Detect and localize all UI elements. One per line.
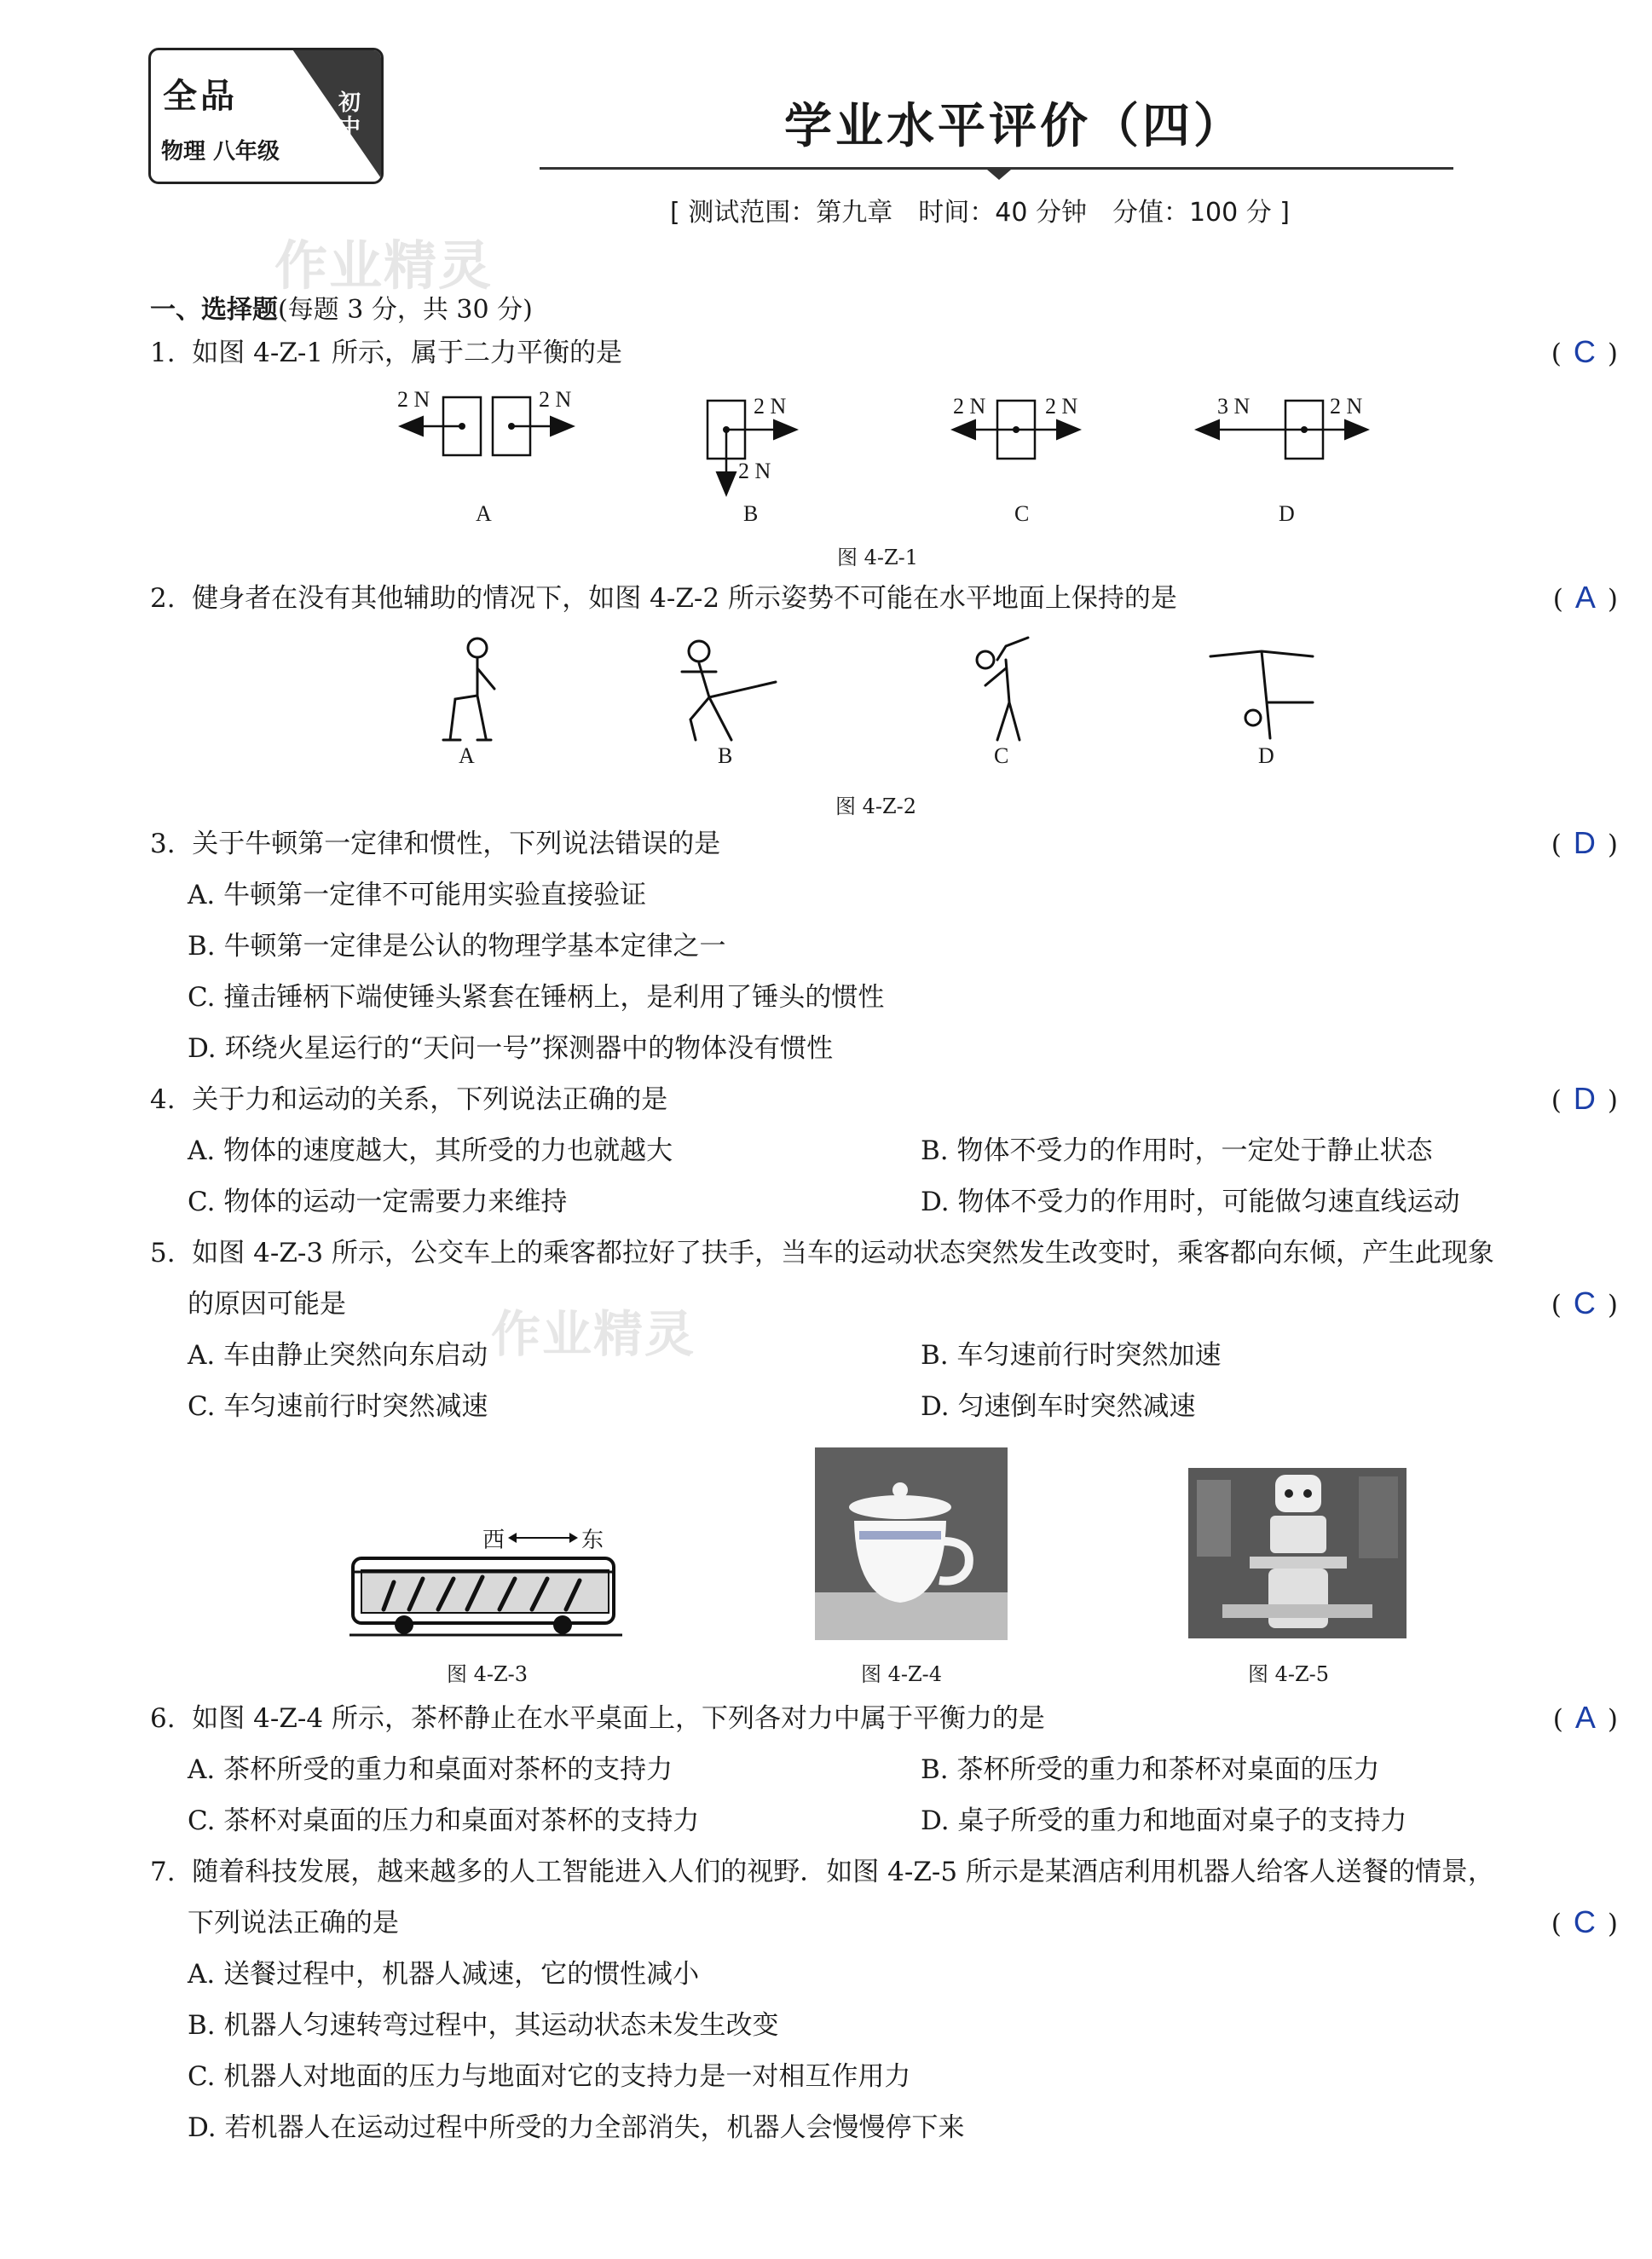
watermark: 作业精灵: [491, 1305, 696, 1363]
answer-letter: C: [1573, 334, 1596, 369]
option-b: B. 牛顿第一定律是公认的物理学基本定律之一: [188, 931, 726, 962]
option-d: D. 匀速倒车时突然减速: [921, 1391, 1196, 1422]
question-number: 1.: [150, 338, 176, 368]
question-number: 5.: [150, 1238, 176, 1268]
answer-letter: D: [1573, 825, 1596, 860]
option-c: C. 机器人对地面的压力与地面对它的支持力是一对相互作用力: [188, 2061, 911, 2092]
option-label: A: [459, 743, 475, 768]
answer-letter: C: [1573, 1904, 1596, 1939]
option-b: B. 车匀速前行时突然加速: [921, 1340, 1222, 1371]
question-6: [150, 1703, 1045, 1735]
question-7: [150, 1857, 1494, 1888]
option-d: D. 桌子所受的重力和地面对桌子的支持力: [921, 1805, 1407, 1836]
robot-photo: [1188, 1468, 1407, 1638]
subject-grade: 物理 八年级: [161, 139, 280, 165]
option-label: C: [1014, 501, 1030, 526]
answer-1: ( C ): [1551, 334, 1618, 369]
option-label: A: [476, 501, 492, 526]
option-b: B. 茶杯所受的重力和茶杯对桌面的压力: [921, 1754, 1380, 1785]
figure-caption: 图 4-Z-2: [835, 794, 917, 818]
badge-triangle-icon: [282, 48, 384, 183]
figure-caption: 图 4-Z-4: [861, 1662, 943, 1686]
option-label: C: [994, 743, 1009, 768]
question-2: [150, 583, 1177, 615]
force-label: 2 N: [1330, 394, 1363, 419]
question-number: 6.: [150, 1703, 176, 1734]
force-label: 2 N: [539, 387, 572, 412]
force-label: 2 N: [1045, 394, 1078, 419]
option-label: B: [743, 501, 759, 526]
question-text: 随着科技发展，越来越多的人工智能进入人们的视野．如图 4-Z-5 所示是某酒店利用机器人给客人送餐的情景，: [192, 1857, 1494, 1887]
question-5: [150, 1238, 1494, 1269]
answer-letter: C: [1573, 1285, 1596, 1320]
answer-letter: D: [1573, 1081, 1596, 1116]
bus-illustration: [349, 1553, 622, 1640]
option-c: C. 物体的运动一定需要力来维持: [188, 1187, 568, 1217]
pose-d: [1210, 651, 1313, 738]
page-title: 学业水平评价（四）: [784, 99, 1245, 154]
force-label: 2 N: [953, 394, 986, 419]
option-c: C. 车匀速前行时突然减速: [188, 1391, 488, 1422]
option-c: C. 撞击锤柄下端使锤头紧套在锤柄上，是利用了锤头的惯性: [188, 982, 885, 1013]
question-1: [150, 338, 622, 369]
option-label: B: [718, 743, 733, 768]
figure-4-z-1: [367, 382, 1424, 535]
question-text: 健身者在没有其他辅助的情况下，如图 4-Z-2 所示姿势不可能在水平地面上保持的是: [192, 583, 1177, 614]
option-d: D. 物体不受力的作用时，可能做匀速直线运动: [921, 1187, 1460, 1217]
option-b: B. 物体不受力的作用时，一定处于静止状态: [921, 1135, 1433, 1166]
option-d: D. 环绕火星运行的“天问一号”探测器中的物体没有惯性: [188, 1033, 834, 1064]
force-label: 2 N: [738, 459, 771, 483]
publisher-badge: [148, 48, 384, 184]
pose-c: [977, 638, 1028, 740]
robot-icon: [1188, 1468, 1407, 1638]
answer-letter: A: [1574, 580, 1596, 615]
question-text: 如图 4-Z-4 所示，茶杯静止在水平桌面上，下列各对力中属于平衡力的是: [192, 1703, 1045, 1734]
answer-2: ( A ): [1552, 580, 1618, 615]
question-number: 2.: [150, 583, 176, 614]
option-label: D: [1258, 743, 1274, 768]
figure-caption: 图 4-Z-1: [837, 546, 919, 569]
force-label: 3 N: [1217, 394, 1251, 419]
figure-caption: 图 4-Z-3: [447, 1662, 529, 1686]
option-c: C. 茶杯对桌面的压力和桌面对茶杯的支持力: [188, 1805, 700, 1836]
option-b: B. 机器人匀速转弯过程中，其运动状态未发生改变: [188, 2010, 779, 2041]
answer-3: ( D ): [1551, 825, 1618, 860]
question-number: 3.: [150, 829, 176, 859]
force-label: 2 N: [397, 387, 430, 412]
answer-6: ( A ): [1552, 1700, 1618, 1735]
section-title: 一、选择题: [150, 295, 278, 325]
pose-b: [682, 641, 776, 740]
divider-marker-icon: [987, 170, 1011, 180]
direction-arrow-icon: [508, 1529, 578, 1546]
answer-7: ( C ): [1551, 1904, 1618, 1939]
question-7-continued: 下列说法正确的是: [188, 1908, 399, 1938]
section-note: (每题 3 分，共 30 分): [278, 295, 533, 325]
answer-5: ( C ): [1551, 1285, 1618, 1320]
question-number: 7.: [150, 1857, 176, 1887]
question-number: 4.: [150, 1084, 176, 1115]
tea-cup-icon: [815, 1447, 1008, 1640]
question-text: 如图 4-Z-3 所示，公交车上的乘客都拉好了扶手，当车的运动状态突然发生改变时，乘客都向东倾，产生此现象: [192, 1238, 1494, 1268]
pose-a: [443, 638, 494, 740]
question-text: 关于力和运动的关系，下列说法正确的是: [192, 1084, 668, 1115]
option-d: D. 若机器人在运动过程中所受的力全部消失，机器人会慢慢停下来: [188, 2112, 965, 2143]
option-a: A. 车由静止突然向东启动: [188, 1340, 488, 1371]
brand-logo-text: 全品: [163, 77, 238, 116]
option-a: A. 茶杯所受的重力和桌面对茶杯的支持力: [188, 1754, 673, 1785]
watermark: 作业精灵: [274, 234, 494, 297]
answer-4: ( D ): [1551, 1081, 1618, 1116]
junior-label: 初中: [338, 90, 361, 141]
option-a: A. 送餐过程中，机器人减速，它的惯性减小: [188, 1959, 700, 1990]
option-label: D: [1279, 501, 1295, 526]
question-5-continued: 的原因可能是: [188, 1289, 346, 1320]
question-4: [150, 1084, 667, 1116]
section-heading: [150, 288, 533, 326]
figure-4-z-2-poses: [409, 634, 1398, 745]
answer-letter: A: [1574, 1700, 1596, 1735]
force-label: 2 N: [754, 394, 787, 419]
test-range: [ 测试范围：第九章 时间：40 分钟 分值：100 分 ]: [670, 198, 1290, 228]
west-label: 西: [482, 1528, 505, 1552]
option-a: A. 物体的速度越大，其所受的力也就越大: [188, 1135, 673, 1166]
question-text: 关于牛顿第一定律和惯性，下列说法错误的是: [192, 829, 721, 859]
question-3: [150, 829, 720, 860]
east-label: 东: [581, 1528, 604, 1552]
figure-caption: 图 4-Z-5: [1248, 1662, 1330, 1686]
option-a: A. 牛顿第一定律不可能用实验直接验证: [188, 880, 647, 910]
question-text: 如图 4-Z-1 所示，属于二力平衡的是: [192, 338, 622, 368]
tea-cup-photo: [815, 1447, 1008, 1640]
